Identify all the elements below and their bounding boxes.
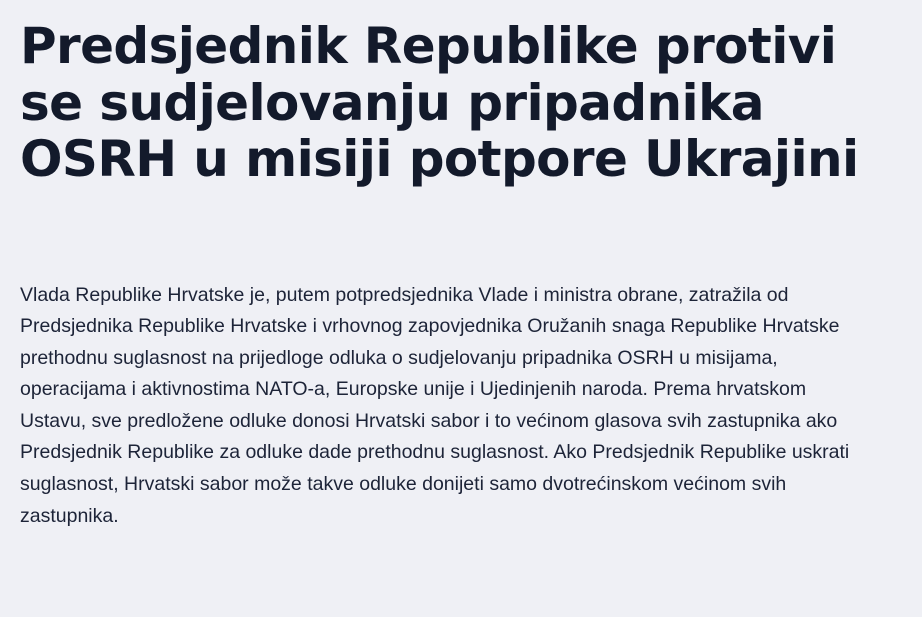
- article-body: [20, 280, 875, 533]
- page-title: Predsjednik Republike protivi se sudjelovanju pripadnika OSRH u misiji potpore Ukrajini: [20, 17, 859, 188]
- article-paragraph: Vlada Republike Hrvatske je, putem potpredsjednika Vlade i ministra obrane, zatražila od Predsjednika Republike Hrvatske i vrhovnog zapovjednika Oružanih snaga Republike Hrvatske prethodnu suglasnost na prijedloge odluka o sudjelovanju pripadnika OSRH u misijama, operacijama i aktivnostima NATO-a, Europske unije i Ujedinjenih naroda. Prema hrvatskom Ustavu, sve predložene odluke donosi Hrvatski sabor i to većinom glasova svih zastupnika ako Predsjednik Republike za odluke dade prethodnu suglasnost. Ako Predsjednik Republike uskrati suglasnost, Hrvatski sabor može takve odluke donijeti samo dvotrećinskom većinom svih zastupnika.: [20, 283, 850, 527]
